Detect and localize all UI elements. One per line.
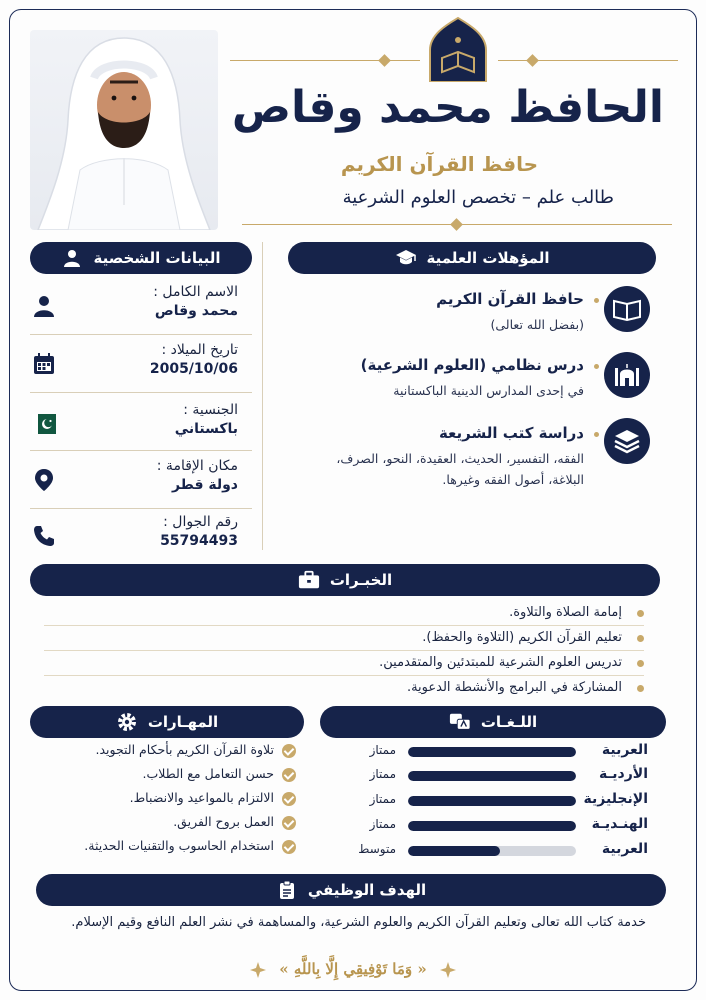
qual-desc: في إحدى المدارس الدينية الباكستانية [393,383,584,398]
personal-info-title: البيانات الشخصية [93,249,221,267]
closing-quote [0,960,706,978]
language-progress-bar [408,747,576,757]
phone-icon [32,524,56,548]
calendar-icon [32,352,56,376]
language-row [318,841,648,865]
info-divider [30,508,252,509]
experience-text: إمامة الصلاة والتلاوة. [509,605,622,620]
language-row [318,816,648,840]
qual-item-hafiz [284,290,584,335]
info-value: باكستاني [174,421,238,437]
language-name: الهنـديـة [591,816,648,832]
language-progress-fill [408,846,500,856]
language-progress-fill [408,771,576,781]
language-level: ممتاز [369,767,396,781]
languages-header [320,706,666,738]
candidate-subtitle: حافظ القرآن الكريم [340,152,538,176]
language-name: الإنجليزية [583,791,648,807]
gear-icon [116,711,138,733]
check-icon [282,768,296,782]
language-progress-fill [408,821,576,831]
language-progress-fill [408,796,576,806]
qual-desc: (بفضل الله تعالى) [490,317,584,332]
check-icon [282,744,296,758]
experience-divider [44,650,644,651]
experience-text: تعليم القرآن الكريم (التلاوة والحفظ). [422,630,622,645]
info-nationality [30,402,250,437]
info-value: 55794493 [160,533,238,549]
header-ornament-line-left [230,60,420,61]
clipboard-icon [276,879,298,901]
info-full-name [30,284,250,319]
language-name: العربية [601,742,648,758]
skill-text: حسن التعامل مع الطلاب. [142,766,274,781]
briefcase-icon [298,569,320,591]
info-label: الاسم الكامل : [153,284,238,300]
profile-photo [30,30,218,230]
experience-title: الخبـرات [329,571,393,589]
languages-title: اللـغـات [480,713,538,731]
experience-divider [44,625,644,626]
language-progress-fill [408,747,576,757]
language-progress-bar [408,846,576,856]
language-level: ممتاز [369,817,396,831]
qual-title: درس نظامي (العلوم الشرعية) [360,356,584,374]
qualifications-header [288,242,656,274]
skills-header [30,706,304,738]
info-value: دولة قطر [171,477,238,493]
check-icon [282,816,296,830]
graduation-cap-icon [395,247,417,269]
qual-item-dars-nizami [284,356,584,401]
experience-item [44,627,644,652]
qualifications-title: المؤهلات العلمية [426,249,550,267]
experience-item [44,602,644,627]
personal-info-header [30,242,252,274]
skill-item [36,790,296,812]
qual-bullet [594,432,599,437]
skills-title: المهـارات [147,713,219,731]
info-value: 2005/10/06 [149,361,238,377]
qual-bullet [594,298,599,303]
ornament-star-icon [440,962,456,978]
info-label: رقم الجوال : [163,514,238,530]
language-level: ممتاز [369,792,396,806]
language-name: الأرديـة [599,766,648,782]
info-divider [30,450,252,451]
language-progress-bar [408,796,576,806]
translate-icon [449,711,471,733]
skill-text: الالتزام بالمواعيد والانضباط. [129,790,274,805]
skill-item [36,814,296,836]
quote-text: « وَمَا تَوْفِيقِي إِلَّا بِاللَّهِ » [279,960,427,978]
quran-book-icon [604,286,650,332]
qual-item-sharia-books [314,424,584,491]
objective-header [36,874,666,906]
language-name: العربية [601,841,648,857]
language-level: ممتاز [369,743,396,757]
ornament-star-icon [250,962,266,978]
user-circle-icon [61,247,83,269]
objective-title: الهدف الوظيفي [307,881,427,899]
info-divider [30,334,252,335]
qual-desc: الفقه، التفسير، الحديث، العقيدة، النحو، الصرف، البلاغة، أصول الفقه وغيرها. [336,451,584,488]
info-label: مكان الإقامة : [156,458,238,474]
info-phone [30,514,250,549]
info-birth-date [30,342,250,377]
info-label: تاريخ الميلاد : [161,342,238,358]
pakistan-flag-icon [32,412,56,436]
language-row [318,742,648,766]
language-progress-bar [408,821,576,831]
check-icon [282,792,296,806]
experience-header [30,564,660,596]
candidate-tagline: طالب علم – تخصص العلوم الشرعية [342,187,614,208]
experience-divider [44,675,644,676]
experience-text: تدريس العلوم الشرعية للمبتدئين والمتقدمين. [379,655,622,670]
experience-text: المشاركة في البرامج والأنشطة الدعوية. [406,680,622,695]
column-divider [262,242,263,550]
skill-text: استخدام الحاسوب والتقنيات الحديثة. [84,838,274,853]
check-icon [282,840,296,854]
candidate-name: الحافظ محمد وقاص [231,82,664,133]
user-icon [32,294,56,318]
language-level: متوسط [358,842,396,856]
qual-title: حافظ القرآن الكريم [436,290,584,308]
skill-item [36,742,296,764]
qual-bullet [594,364,599,369]
experience-item [44,652,644,677]
info-residence [30,458,250,493]
location-pin-icon [32,468,56,492]
stacked-books-icon [604,418,650,464]
info-divider [30,392,252,393]
mosque-icon [604,352,650,398]
objective-text: خدمة كتاب الله تعالى وتعليم القرآن الكريم والعلوم الشرعية، والمساهمة في نشر العلم النافع وقيم الإسلام. [71,915,646,930]
language-progress-bar [408,771,576,781]
language-row [318,766,648,790]
experience-item [44,677,644,702]
skill-item [36,838,296,860]
skill-text: تلاوة القرآن الكريم بأحكام التجويد. [95,742,274,757]
info-label: الجنسية : [183,402,238,418]
experience-list [44,602,644,702]
info-value: محمد وقاص [154,303,238,319]
quran-emblem-icon [428,16,488,82]
skill-text: العمل بروح الفريق. [173,814,274,829]
skill-item [36,766,296,788]
qual-title: دراسة كتب الشريعة [438,424,584,442]
language-row [318,791,648,815]
